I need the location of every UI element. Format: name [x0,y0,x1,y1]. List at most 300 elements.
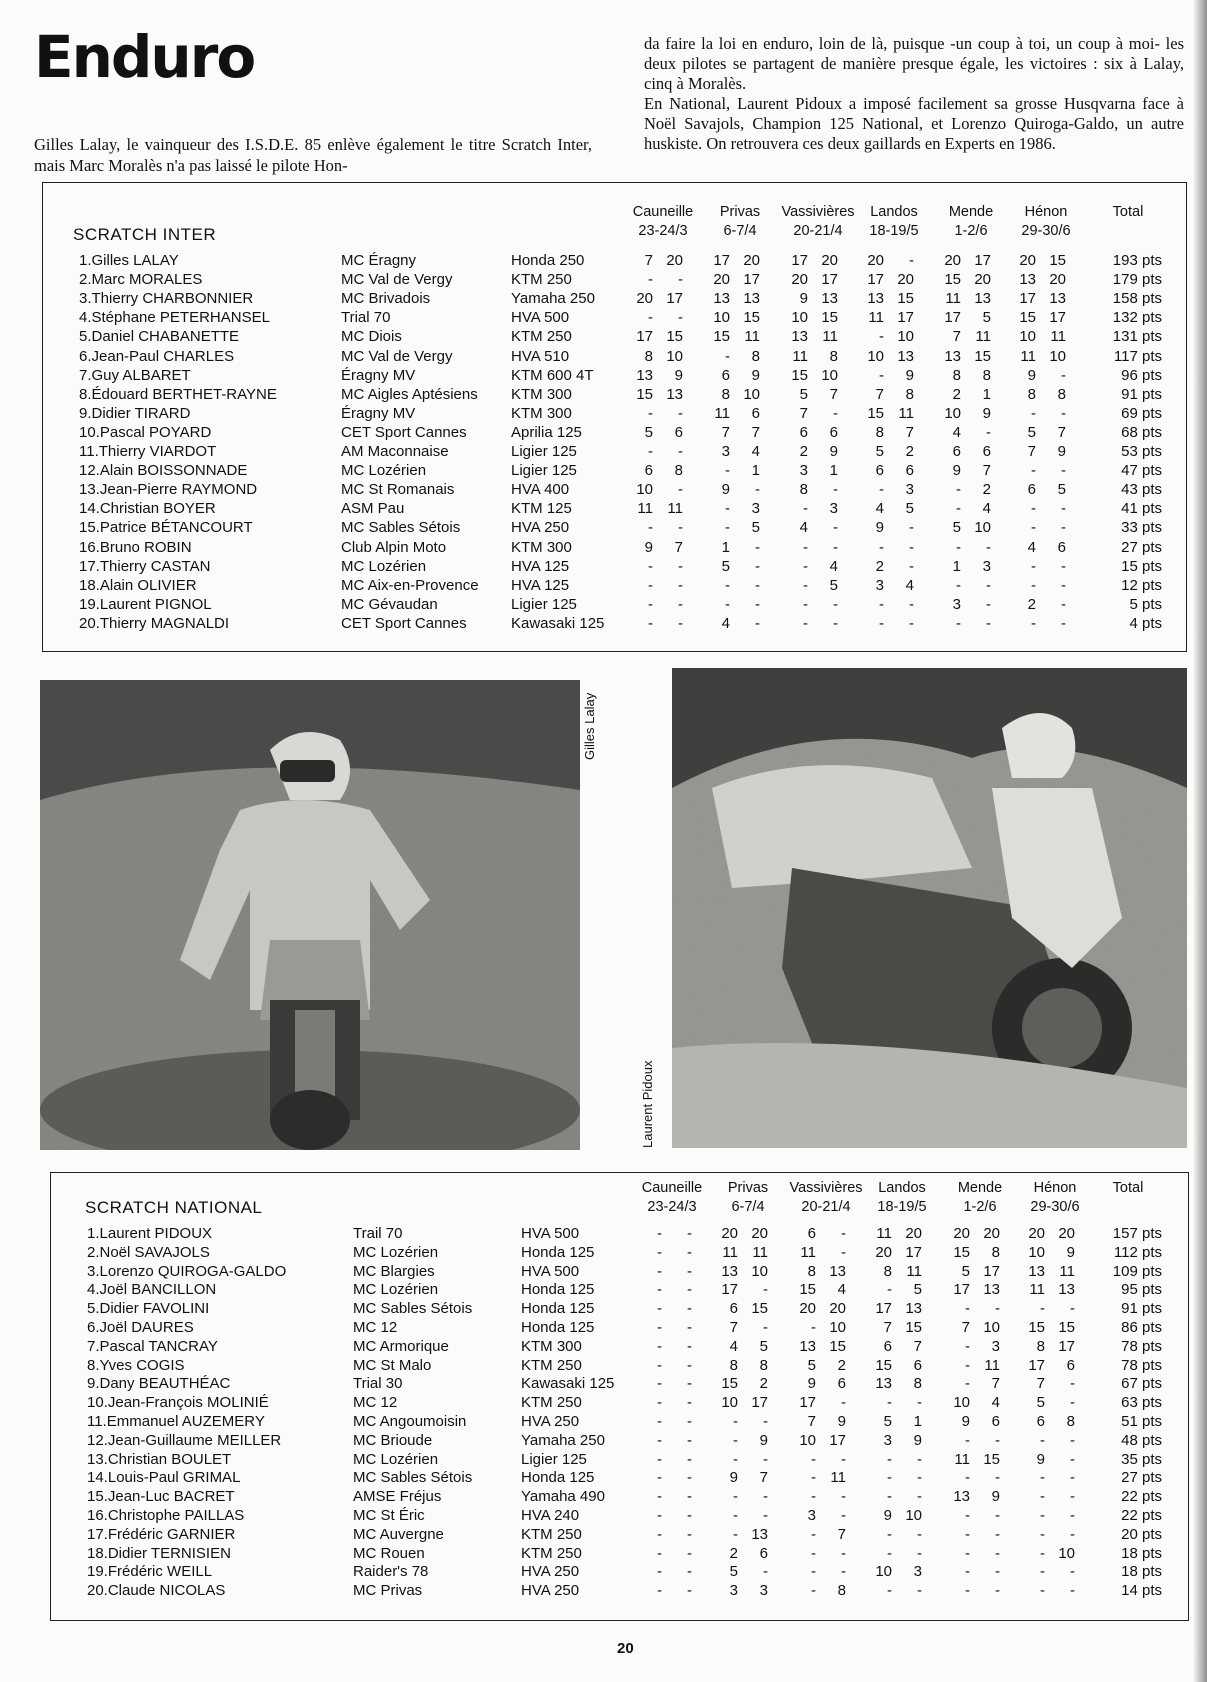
round-score: 20 [821,252,838,269]
round-score: 13 [743,290,760,308]
round-score: 11 [830,1469,846,1487]
round-score: 6 [837,1375,846,1393]
rider-name: 2.Marc MORALES [79,271,203,289]
club-name: MC Val de Vergy [341,271,453,289]
bike-model: KTM 250 [521,1394,582,1412]
round-score: - [986,595,991,613]
round-score: - [648,271,653,289]
round-score: - [648,576,653,594]
round-score: 5 [799,385,808,403]
round-score: 2 [982,481,991,499]
round-score: - [678,595,683,613]
round-score: - [657,1450,662,1468]
round-score: 11 [714,404,730,422]
round-score: 9 [644,538,653,556]
round-score: - [887,1281,892,1299]
bike-model: Honda 125 [521,1469,595,1487]
round-score: 7 [961,1319,970,1336]
club-name: MC Gévaudan [341,595,438,613]
round-score: - [648,404,653,422]
total-points: 33 pts [1121,519,1162,537]
round-score: - [687,1356,692,1374]
round-score: 6 [1027,481,1036,499]
round-score: 20 [743,252,760,269]
bike-model: Yamaha 490 [521,1488,605,1506]
bike-model: Ligier 125 [511,462,577,480]
round-score: 6 [1036,1413,1045,1430]
total-points: 14 pts [1121,1582,1162,1600]
round-score: - [841,1507,846,1524]
round-score: 11 [637,500,653,518]
round-score: 4 [829,557,838,575]
rider-name: 5.Daniel CHABANETTE [79,328,240,346]
round-score: 17 [713,252,730,269]
column-header-total: Total [1112,204,1144,220]
total-points: 15 pts [1121,557,1162,575]
rider-name: 11.Emmanuel AUZEMERY [87,1413,265,1430]
total-points: 157 pts [1112,1225,1162,1242]
total-points: 91 pts [1121,385,1162,403]
round-score: - [755,614,760,632]
round-score: 1 [913,1413,922,1430]
round-score: 8 [952,366,961,384]
round-score: 15 [953,1243,970,1261]
rider-name: 12.Jean-Guillaume MEILLER [87,1431,282,1449]
round-score: 3 [982,557,991,575]
round-score: 17 [721,1281,738,1299]
round-score: 10 [666,347,683,365]
column-header-name: Cauneille [632,204,694,220]
round-score: 15 [905,1319,922,1336]
round-score: 15 [743,309,760,327]
round-score: - [687,1544,692,1562]
rider-name: 16.Bruno ROBIN [79,538,192,556]
round-score: 2 [1027,595,1036,613]
round-score: 20 [974,271,991,289]
round-score: 7 [807,1413,816,1430]
table-row [43,596,1186,615]
round-score: 9 [905,366,914,384]
round-score: 8 [1057,385,1066,403]
round-score: 15 [721,1375,738,1393]
bike-model: HVA 250 [511,519,570,537]
column-header-dates: 1-2/6 [963,1199,997,1215]
round-score: - [803,576,808,594]
total-points: 158 pts [1112,290,1162,308]
round-score: 3 [807,1507,816,1524]
bike-model: KTM 300 [511,385,572,403]
round-score: - [648,443,653,460]
round-score: 3 [729,1582,738,1600]
table-row [51,1507,1188,1526]
round-score: - [678,443,683,460]
round-score: 9 [1036,1450,1045,1468]
round-score: - [678,557,683,575]
round-score: - [1070,1450,1075,1468]
table-row [43,367,1186,386]
round-score: - [956,500,961,518]
table-row [43,500,1186,519]
table-row [43,615,1186,634]
total-points: 53 pts [1121,443,1162,460]
round-score: 4 [729,1337,738,1355]
table-row [43,462,1186,481]
rider-name: 4.Stéphane PETERHANSEL [79,309,270,327]
round-score: - [657,1356,662,1374]
round-score: 10 [905,1507,922,1524]
round-score: 9 [991,1488,1000,1506]
round-score: 20 [867,252,884,269]
round-score: 5 [721,557,730,575]
round-score: - [648,614,653,632]
round-score: - [678,271,683,289]
round-score: - [1061,462,1066,480]
table-row [43,290,1186,309]
round-score: 9 [1066,1243,1075,1261]
round-score: - [1040,1582,1045,1600]
round-score: - [657,1262,662,1280]
round-score: - [763,1450,768,1468]
round-score: 15 [829,1337,846,1355]
round-score: - [657,1394,662,1412]
round-score: 1 [829,462,838,480]
club-name: MC Aix-en-Provence [341,576,479,594]
rider-name: 8.Édouard BERTHET-RAYNE [79,385,277,403]
round-score: - [763,1507,768,1524]
column-header-name: Vassivières [781,204,855,220]
bike-model: HVA 125 [511,576,570,594]
bike-model: HVA 500 [521,1262,580,1280]
bike-model: Yamaha 250 [521,1431,605,1449]
round-score: 4 [721,614,730,632]
round-score: - [833,538,838,556]
round-score: 20 [1028,1225,1045,1242]
round-score: 9 [875,519,884,537]
round-score: 6 [759,1544,768,1562]
club-name: Éragny MV [341,404,416,422]
round-score: - [909,252,914,269]
round-score: - [1031,500,1036,518]
bike-model: Honda 125 [521,1300,595,1318]
column-header-dates: 29-30/6 [1030,1199,1080,1215]
round-score: - [687,1525,692,1543]
rider-name: 7.Guy ALBARET [79,366,191,384]
round-score: 6 [875,462,884,480]
round-score: - [1070,1375,1075,1393]
round-score: 7 [1027,443,1036,460]
round-score: 11 [1050,328,1066,346]
round-score: 2 [837,1356,846,1374]
round-score: 17 [944,309,961,327]
round-score: 9 [952,462,961,480]
table-row [51,1413,1188,1432]
scratch-national-table [50,1172,1189,1621]
scratch-inter-table [42,182,1187,652]
round-score: - [657,1525,662,1543]
total-points: 63 pts [1121,1394,1162,1412]
round-score: 17 [821,271,838,289]
round-score: 13 [666,385,683,403]
round-score: - [1040,1300,1045,1318]
round-score: 15 [799,1281,816,1299]
round-score: - [687,1394,692,1412]
round-score: - [648,557,653,575]
round-score: - [733,1507,738,1524]
round-score: 11 [722,1243,738,1261]
club-name: MC Lozérien [353,1450,439,1468]
round-score: 5 [1027,423,1036,441]
round-score: 15 [1049,252,1066,269]
round-score: 5 [982,309,991,327]
round-score: 11 [792,347,808,365]
round-score: - [725,500,730,518]
club-name: MC 12 [353,1319,398,1336]
round-score: - [841,1394,846,1412]
round-score: 20 [636,290,653,308]
club-name: Club Alpin Moto [341,538,447,556]
round-score: - [887,1525,892,1543]
column-header-dates: 18-19/5 [869,223,919,239]
rider-name: 7.Pascal TANCRAY [87,1337,218,1355]
round-score: - [995,1431,1000,1449]
round-score: 15 [897,290,914,308]
round-score: - [986,538,991,556]
round-score: 11 [868,309,884,327]
round-score: - [917,1582,922,1600]
column-header-name: Hénon [1033,1180,1077,1196]
round-score: 7 [759,1469,768,1487]
club-name: MC Privas [353,1582,423,1600]
round-score: 17 [799,1394,816,1412]
column-header-name: Privas [719,204,761,220]
round-score: - [841,1563,846,1581]
round-score: 15 [974,347,991,365]
round-score: - [657,1375,662,1393]
round-score: - [687,1563,692,1581]
round-score: - [803,500,808,518]
round-score: 9 [982,404,991,422]
round-score: - [811,1582,816,1600]
round-score: - [657,1431,662,1449]
round-score: 2 [875,557,884,575]
table-row [51,1281,1188,1300]
round-score: 11 [800,1243,816,1261]
rider-name: 18.Alain OLIVIER [79,576,197,594]
table-row [43,348,1186,367]
round-score: 3 [952,595,961,613]
total-points: 68 pts [1121,423,1162,441]
round-score: - [687,1413,692,1430]
round-score: - [657,1507,662,1524]
round-score: - [1040,1469,1045,1487]
rider-name: 10.Pascal POYARD [79,423,212,441]
round-score: 9 [799,290,808,308]
round-score: - [733,1431,738,1449]
round-score: 11 [954,1450,970,1468]
round-score: 8 [674,462,683,480]
table-row [43,481,1186,500]
round-score: - [833,595,838,613]
round-score: 20 [953,1225,970,1242]
round-score: 5 [1036,1394,1045,1412]
round-score: - [678,309,683,327]
round-score: 2 [799,443,808,460]
round-score: - [803,557,808,575]
table-row [51,1300,1188,1319]
round-score: - [833,481,838,499]
round-score: - [687,1262,692,1280]
round-score: - [687,1507,692,1524]
bike-model: KTM 300 [511,404,572,422]
round-score: - [1070,1563,1075,1581]
round-score: - [1061,614,1066,632]
round-score: 5 [644,423,653,441]
club-name: ASM Pau [341,500,405,518]
round-score: 17 [791,252,808,269]
club-name: MC Val de Vergy [341,347,453,365]
round-score: 11 [906,1262,922,1280]
round-score: - [725,347,730,365]
total-points: 67 pts [1121,1375,1162,1393]
round-score: 7 [1036,1375,1045,1393]
round-score: - [965,1525,970,1543]
round-score: - [1031,404,1036,422]
round-score: - [1061,576,1066,594]
round-score: 5 [913,1281,922,1299]
round-score: - [956,538,961,556]
round-score: 4 [751,443,760,460]
bike-model: Honda 250 [511,252,585,269]
round-score: 17 [1058,1337,1075,1355]
round-score: 15 [713,328,730,346]
round-score: - [995,1300,1000,1318]
round-score: - [1040,1563,1045,1581]
round-score: - [965,1337,970,1355]
round-score: 8 [837,1582,846,1600]
round-score: 20 [1019,252,1036,269]
bike-model: KTM 250 [521,1356,582,1374]
round-score: 10 [636,481,653,499]
club-name: AM Maconnaise [341,443,449,460]
page-edge-shadow [1193,0,1207,1682]
round-score: - [879,481,884,499]
rider-name: 1.Gilles LALAY [79,252,179,269]
rider-name: 6.Jean-Paul CHARLES [79,347,235,365]
round-score: - [687,1469,692,1487]
round-score: - [917,1394,922,1412]
rider-name: 13.Christian BOULET [87,1450,232,1468]
round-score: 20 [829,1300,846,1318]
club-name: Éragny MV [341,366,416,384]
round-score: 10 [867,347,884,365]
round-score: 3 [751,500,760,518]
round-score: 10 [791,309,808,327]
round-score: - [687,1281,692,1299]
round-score: - [909,538,914,556]
round-score: 10 [1019,328,1036,346]
round-score: - [1061,595,1066,613]
round-score: - [763,1488,768,1506]
round-score: 11 [945,290,961,308]
total-points: 43 pts [1121,481,1162,499]
column-header-dates: 20-21/4 [801,1199,851,1215]
round-score: 6 [905,462,914,480]
round-score: - [887,1488,892,1506]
round-score: - [687,1337,692,1355]
table-row [51,1526,1188,1545]
round-score: 6 [674,423,683,441]
table-row [51,1375,1188,1394]
round-score: 7 [1057,423,1066,441]
round-score: 4 [991,1394,1000,1412]
club-name: MC Sables Sétois [353,1300,473,1318]
round-score: 7 [982,462,991,480]
table-row [51,1545,1188,1564]
round-score: 10 [721,1394,738,1412]
rider-name: 14.Louis-Paul GRIMAL [87,1469,241,1487]
round-score: - [956,614,961,632]
round-score: 7 [883,1319,892,1336]
round-score: 10 [944,404,961,422]
rider-name: 3.Lorenzo QUIROGA-GALDO [87,1262,287,1280]
round-score: - [755,538,760,556]
round-score: 8 [829,347,838,365]
round-score: 5 [807,1356,816,1374]
round-score: 2 [952,385,961,403]
round-score: 17 [1049,309,1066,327]
round-score: 9 [1057,443,1066,460]
round-score: - [678,519,683,537]
round-score: - [657,1225,662,1242]
page-title: Enduro [34,23,255,91]
round-score: 10 [751,1262,768,1280]
round-score: 3 [991,1337,1000,1355]
club-name: MC Aigles Aptésiens [341,385,478,403]
round-score: - [879,595,884,613]
round-score: - [909,519,914,537]
round-score: 17 [751,1394,768,1412]
round-score: - [657,1319,662,1336]
round-score: 13 [1019,271,1036,289]
round-score: 10 [953,1394,970,1412]
club-name: MC Lozérien [341,462,427,480]
round-score: 5 [729,1563,738,1581]
table-row [43,405,1186,424]
round-score: - [909,557,914,575]
round-score: - [763,1281,768,1299]
rider-name: 15.Jean-Luc BACRET [87,1488,235,1506]
round-score: - [733,1413,738,1430]
round-score: - [986,614,991,632]
table-row [43,519,1186,538]
total-points: 69 pts [1121,404,1162,422]
round-score: 7 [837,1525,846,1543]
intro-paragraph: da faire la loi en enduro, loin de là, puisque -un coup à toi, un coup à moi- les deux pilotes se partagent de manière presque égale, les victoires : six à Lalay, cinq à Moralès. [644,34,1184,93]
bike-model: Yamaha 250 [511,290,595,308]
column-header-dates: 20-21/4 [793,223,843,239]
rider-name: 14.Christian BOYER [79,500,216,518]
round-score: - [887,1469,892,1487]
round-score: 20 [944,252,961,269]
round-score: 20 [751,1225,768,1242]
round-score: 7 [952,328,961,346]
round-score: 20 [1049,271,1066,289]
round-score: - [833,614,838,632]
round-score: 5 [883,1413,892,1430]
rider-name: 10.Jean-François MOLINIÉ [87,1394,269,1412]
bike-model: Kawasaki 125 [511,614,605,632]
round-score: 3 [905,481,914,499]
